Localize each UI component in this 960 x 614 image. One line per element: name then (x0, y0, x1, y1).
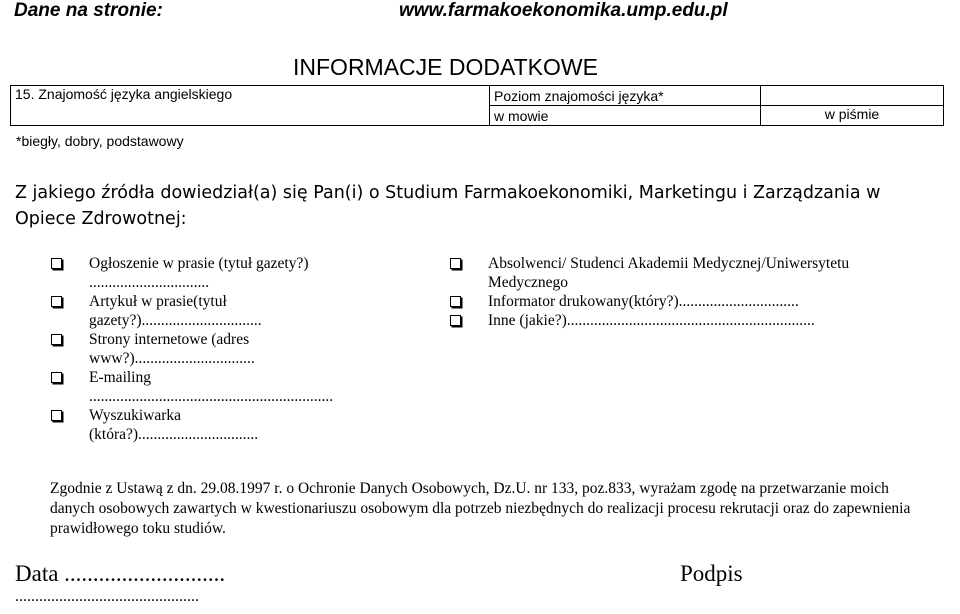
language-question: 15. Znajomość języka angielskiego (11, 86, 490, 126)
written-label: w piśmie (824, 106, 880, 122)
option-printed-guide[interactable]: Informator drukowany(który?)............................... (450, 292, 950, 311)
option-emailing[interactable]: E-mailing ............................................................... (51, 368, 431, 406)
option-search-engine[interactable]: Wyszukiwarka (która?)............................... (51, 406, 431, 444)
source-question: Z jakiego źródła dowiedział(a) się Pan(i) o Studium Farmakoekonomiki, Marketingu i Zarządzania w Opiece Zdrowotnej: (15, 183, 881, 229)
option-other[interactable]: Inne (jakie?)................................................................ (450, 311, 950, 330)
date-field[interactable]: Data ............................ (15, 561, 226, 586)
option-websites[interactable]: Strony internetowe (adres www?)............................... (51, 330, 431, 368)
option-newspaper-ad[interactable]: Ogłoszenie w prasie (tytuł gazety?) ............................... (51, 254, 431, 292)
header-website: www.farmakoekonomika.ump.edu.pl (399, 0, 728, 21)
checkbox-icon[interactable] (51, 296, 62, 307)
level-footnote: *biegły, dobry, podstawowy (16, 133, 184, 149)
date-dots: .............................................. (15, 588, 199, 605)
signature-label: Podpis (680, 561, 743, 586)
header-left-label: Dane na stronie: (14, 0, 163, 21)
option-newspaper-article[interactable]: Artykuł w prasie(tytuł gazety?)............................... (51, 292, 431, 330)
checkbox-icon[interactable] (450, 315, 461, 326)
checkbox-icon[interactable] (51, 334, 62, 345)
level-written-cell[interactable] (761, 86, 944, 126)
checkbox-icon[interactable] (51, 372, 62, 383)
checkbox-icon[interactable] (51, 258, 62, 269)
language-table (10, 85, 944, 126)
left-options-list (51, 254, 431, 444)
checkbox-icon[interactable] (450, 258, 461, 269)
checkbox-icon[interactable] (51, 410, 62, 421)
spoken-label: w mowie (490, 106, 761, 126)
section-title: INFORMACJE DODATKOWE (293, 54, 598, 80)
level-header: Poziom znajomości języka* (490, 86, 761, 106)
option-graduates[interactable]: Absolwenci/ Studenci Akademii Medycznej/Uniwersytetu Medycznego (450, 254, 950, 292)
right-options-list (450, 254, 950, 330)
checkbox-icon[interactable] (450, 296, 461, 307)
data-consent-text: Zgodnie z Ustawą z dn. 29.08.1997 r. o Ochronie Danych Osobowych, Dz.U. nr 133, poz.833, wyrażam zgodę na przetwarzanie moich danych osobowych zawartych w kwestionariuszu osobowym dla potrzeb niezbędnych do realizacji procesu rekrutacji oraz do zapewnienia prawidłowego toku studiów. (50, 480, 911, 537)
